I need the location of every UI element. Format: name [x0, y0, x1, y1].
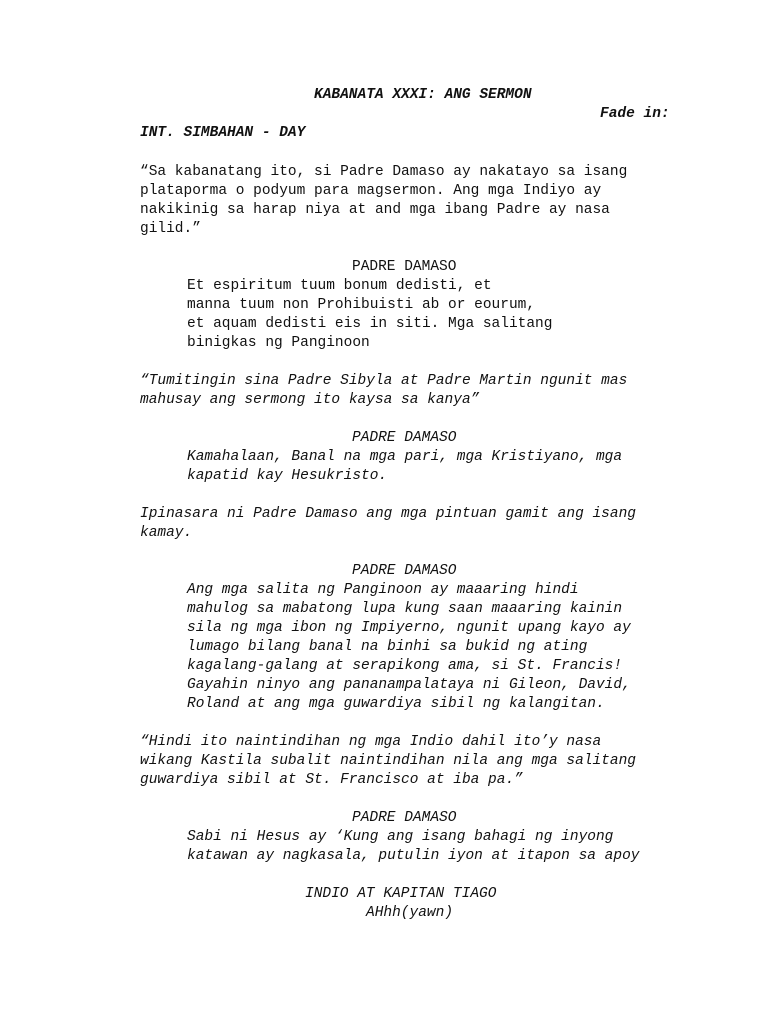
- character-name: PADRE DAMASO: [352, 430, 457, 446]
- character-name: INDIO AT KAPITAN TIAGO: [305, 886, 497, 902]
- character-name: PADRE DAMASO: [352, 563, 457, 579]
- action-line: “Sa kabanatang ito, si Padre Damaso ay nakatayo sa isang: [140, 164, 628, 180]
- character-name: PADRE DAMASO: [352, 259, 457, 275]
- action-line: “Tumitingin sina Padre Sibyla at Padre Martin ngunit mas: [140, 373, 628, 389]
- chapter-title: KABANATA XXXI: ANG SERMON: [314, 87, 532, 103]
- dialogue-line: Et espiritum tuum bonum dedisti, et: [187, 278, 492, 294]
- action-line: kamay.: [140, 525, 193, 541]
- dialogue-line: katawan ay nagkasala, putulin iyon at itapon sa apoy: [187, 848, 640, 864]
- scene-heading: INT. SIMBAHAN - DAY: [140, 125, 306, 141]
- dialogue-line: Kamahalaan, Banal na mga pari, mga Kristiyano, mga: [187, 449, 623, 465]
- action-line: plataporma o podyum para magsermon. Ang mga Indiyo ay: [140, 183, 602, 199]
- dialogue-line: Roland at ang mga guwardiya sibil ng kalangitan.: [187, 696, 605, 712]
- action-line: “Hindi ito naintindihan ng mga Indio dahil ito’y nasa: [140, 734, 602, 750]
- transition-fade-in: Fade in:: [600, 106, 670, 122]
- dialogue-line: Gayahin ninyo ang pananampalataya ni Gileon, David,: [187, 677, 631, 693]
- action-line: wikang Kastila subalit naintindihan nila ang mga salitang: [140, 753, 636, 769]
- dialogue-line: sila ng mga ibon ng Impiyerno, ngunit upang kayo ay: [187, 620, 631, 636]
- dialogue-line: lumago bilang banal na binhi sa bukid ng ating: [187, 639, 588, 655]
- action-line: guwardiya sibil at St. Francisco at iba pa.”: [140, 772, 523, 788]
- character-name: PADRE DAMASO: [352, 810, 457, 826]
- dialogue-line: binigkas ng Panginoon: [187, 335, 370, 351]
- action-line: Ipinasara ni Padre Damaso ang mga pintuan gamit ang isang: [140, 506, 636, 522]
- action-line: mahusay ang sermong ito kaysa sa kanya”: [140, 392, 480, 408]
- dialogue-line: AHhh(yawn): [366, 905, 454, 921]
- dialogue-line: mahulog sa mabatong lupa kung saan maaaring kainin: [187, 601, 623, 617]
- action-line: nakikinig sa harap niya at and mga ibang Padre ay nasa: [140, 202, 610, 218]
- dialogue-line: manna tuum non Prohibuisti ab or eourum,: [187, 297, 536, 313]
- dialogue-line: et aquam dedisti eis in siti. Mga salitang: [187, 316, 553, 332]
- action-line: gilid.”: [140, 221, 201, 237]
- dialogue-line: kapatid kay Hesukristo.: [187, 468, 388, 484]
- dialogue-line: Ang mga salita ng Panginoon ay maaaring hindi: [187, 582, 579, 598]
- dialogue-line: kagalang-galang at serapikong ama, si St. Francis!: [187, 658, 623, 674]
- dialogue-line: Sabi ni Hesus ay ‘Kung ang isang bahagi ng inyong: [187, 829, 614, 845]
